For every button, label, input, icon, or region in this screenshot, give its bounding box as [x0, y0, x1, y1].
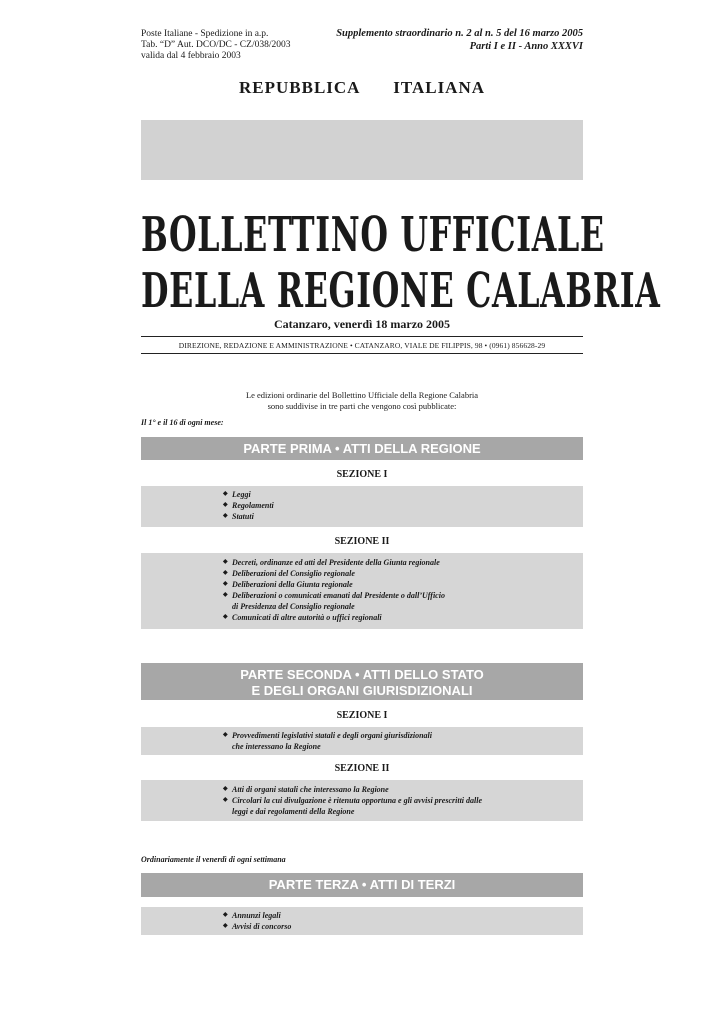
- section-list: [223, 784, 482, 817]
- section-box: [141, 780, 583, 821]
- list-item: ◆ Avvisi di concorso: [223, 921, 291, 932]
- divider: [141, 353, 583, 354]
- list-item: ◆ Atti di organi statali che interessano la Regione: [223, 784, 482, 795]
- band-line: E DEGLI ORGANI GIURISDIZIONALI: [251, 683, 473, 698]
- list-item: ◆ Deliberazioni del Consiglio regionale: [223, 568, 445, 579]
- republic-heading: REPUBBLICA ITALIANA: [238, 78, 486, 97]
- list-item: ◆ Deliberazioni della Giunta regionale: [223, 579, 445, 590]
- postal-line: Tab. “D” Aut. DCO/DC - CZ/038/2003: [141, 40, 291, 50]
- section-list: [223, 557, 445, 623]
- list-item-continuation: di Presidenza del Consiglio regionale: [232, 602, 355, 611]
- list-item: ◆ Circolari la cui divulgazione è ritenuta opportuna e gli avvisi prescritti dalle: [223, 795, 482, 806]
- list-item: ◆ Leggi: [223, 489, 274, 500]
- section-heading: SEZIONE II: [334, 536, 390, 547]
- list-item: ◆ Deliberazioni o comunicati emanati dal Presidente o dall’Ufficio: [223, 590, 445, 601]
- section-list: [223, 489, 274, 522]
- frequency-note: Il 1° e il 16 di ogni mese:: [141, 418, 224, 427]
- list-item: ◆ Annunzi legali: [223, 910, 291, 921]
- supplement-line: Supplemento straordinario n. 2 al n. 5 del 16 marzo 2005: [336, 28, 583, 39]
- list-item-continuation: leggi e dai regolamenti della Regione: [232, 807, 355, 816]
- divider: [141, 336, 583, 337]
- postal-line: Poste Italiane - Spedizione in a.p.: [141, 29, 269, 39]
- emblem-area: [141, 120, 583, 180]
- frequency-note: Ordinariamente il venerdì di ogni settimana: [141, 855, 286, 864]
- parte-terza-band: PARTE TERZA • ATTI DI TERZI: [141, 873, 583, 897]
- list-item-continuation: che interessano la Regione: [232, 742, 321, 751]
- list-item: ◆ Comunicati di altre autorità o uffici regionali: [223, 612, 445, 623]
- list-item: ◆ Statuti: [223, 511, 274, 522]
- postal-info: [141, 29, 290, 62]
- section-list: [223, 730, 432, 752]
- intro-line: sono suddivise in tre parti che vengono così pubblicate:: [267, 401, 457, 411]
- section-box: [141, 486, 583, 527]
- section-box: [141, 553, 583, 629]
- intro-text: [0, 390, 724, 412]
- list-item: ◆ Regolamenti: [223, 500, 274, 511]
- direzione-line: DIREZIONE, REDAZIONE E AMMINISTRAZIONE • CATANZARO, VIALE DE FILIPPIS, 98 • (0961) 856628-29: [178, 341, 546, 350]
- section-box: [141, 727, 583, 755]
- parte-prima-band: PARTE PRIMA • ATTI DELLA REGIONE: [141, 437, 583, 460]
- parte-seconda-band: [141, 663, 583, 700]
- section-heading: SEZIONE I: [336, 469, 388, 480]
- section-list: [223, 910, 291, 932]
- intro-line: Le edizioni ordinarie del Bollettino Ufficiale della Regione Calabria: [245, 390, 479, 400]
- supplement-line: Parti I e II - Anno XXXVI: [469, 41, 583, 52]
- title-line-1: BOLLETTINO UFFICIALE: [141, 207, 605, 263]
- list-item: ◆ Provvedimenti legislativi statali e degli organi giurisdizionali: [223, 730, 432, 741]
- section-heading: SEZIONE II: [334, 763, 390, 774]
- list-item: ◆ Decreti, ordinanze ed atti del Presidente della Giunta regionale: [223, 557, 445, 568]
- band-line: PARTE SECONDA • ATTI DELLO STATO: [240, 667, 484, 682]
- title-line-2: DELLA REGIONE CALABRIA: [141, 263, 661, 319]
- issue-date: Catanzaro, venerdì 18 marzo 2005: [273, 317, 451, 331]
- section-heading: SEZIONE I: [336, 710, 388, 721]
- supplement-info: [336, 27, 583, 53]
- section-box: [141, 907, 583, 935]
- postal-line: valida dal 4 febbraio 2003: [141, 51, 241, 61]
